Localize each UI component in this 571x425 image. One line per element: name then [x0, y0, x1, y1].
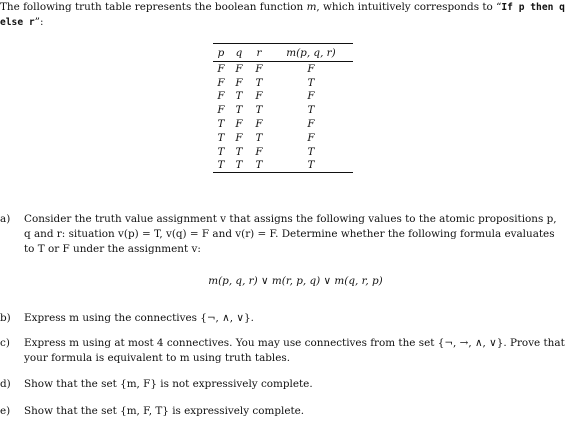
question-c-text: Express m using at most 4 connectives. You may use connectives from the set {¬, →, ∧, ∨}. Prove that your formula is equivalent to m using truth tables. [24, 337, 565, 364]
question-c [0, 336, 566, 366]
question-a-text: Consider the truth value assignment v that assigns the following values to the atomic propositions p, q and r: situation v(p) = T, v(q) = F and v(r) = F. Determine whether the following formula evaluates to T or F under the assignment v: [24, 213, 557, 255]
table-row [213, 145, 353, 159]
cell: F [235, 62, 243, 75]
cell: T [235, 104, 243, 117]
cell: T [213, 159, 229, 173]
header-p: p [213, 44, 229, 62]
cell: T [229, 159, 249, 173]
intro-text-1: The following truth table represents the boolean function [0, 1, 307, 13]
question-a-formula: m(p, q, r) ∨ m(r, p, q) ∨ m(q, r, p) [208, 275, 383, 287]
question-a [0, 212, 566, 257]
table-row [213, 159, 353, 173]
cell: F [307, 131, 315, 144]
table-row [213, 90, 353, 104]
cell: F [235, 118, 243, 131]
cell: F [307, 62, 315, 75]
question-b-text: Express m using the connectives {¬, ∧, ∨}. [24, 312, 254, 324]
cell: F [235, 131, 243, 144]
cell: T [249, 159, 269, 173]
cell: T [255, 104, 263, 117]
question-d-text: Show that the set {m, F} is not expressively complete. [24, 378, 313, 390]
truth-table [213, 43, 353, 173]
intro-text-2: , which intuitively corresponds to “ [316, 1, 502, 13]
question-e-text: Show that the set {m, F, T} is expressively complete. [24, 405, 305, 417]
cell: T [217, 145, 225, 158]
cell: F [255, 118, 263, 131]
cell: T [235, 90, 243, 103]
table-row [213, 62, 353, 76]
cell: F [217, 62, 225, 75]
function-name: m [306, 1, 317, 13]
table-row [213, 131, 353, 145]
cell: T [255, 76, 263, 89]
question-e-label: e) [0, 405, 11, 417]
question-b [0, 311, 566, 326]
cell: T [307, 145, 315, 158]
truth-table-header [213, 44, 353, 62]
cell: F [217, 76, 225, 89]
intro-paragraph [0, 0, 566, 30]
cell: F [217, 104, 225, 117]
cell: F [307, 118, 315, 131]
cell: T [307, 104, 315, 117]
cell: T [307, 76, 315, 89]
intro-code: If p then q else r [0, 2, 565, 28]
cell: T [255, 131, 263, 144]
cell: F [255, 145, 263, 158]
question-d [0, 377, 566, 392]
cell: F [307, 90, 315, 103]
cell: T [217, 131, 225, 144]
header-m: m(p, q, r) [269, 44, 353, 62]
question-d-label: d) [0, 378, 11, 390]
intro-text-3: ”: [34, 16, 44, 28]
cell: F [235, 76, 243, 89]
question-a-label: a) [0, 213, 11, 225]
cell: T [235, 145, 243, 158]
cell: F [255, 62, 263, 75]
header-r: r [249, 44, 269, 62]
cell: T [269, 159, 353, 173]
cell: F [217, 90, 225, 103]
question-c-label: c) [0, 337, 10, 349]
cell: F [255, 90, 263, 103]
question-e [0, 404, 566, 419]
cell: T [217, 118, 225, 131]
header-q: q [229, 44, 249, 62]
table-row [213, 117, 353, 131]
table-row [213, 103, 353, 117]
table-row [213, 76, 353, 90]
question-b-label: b) [0, 312, 11, 324]
